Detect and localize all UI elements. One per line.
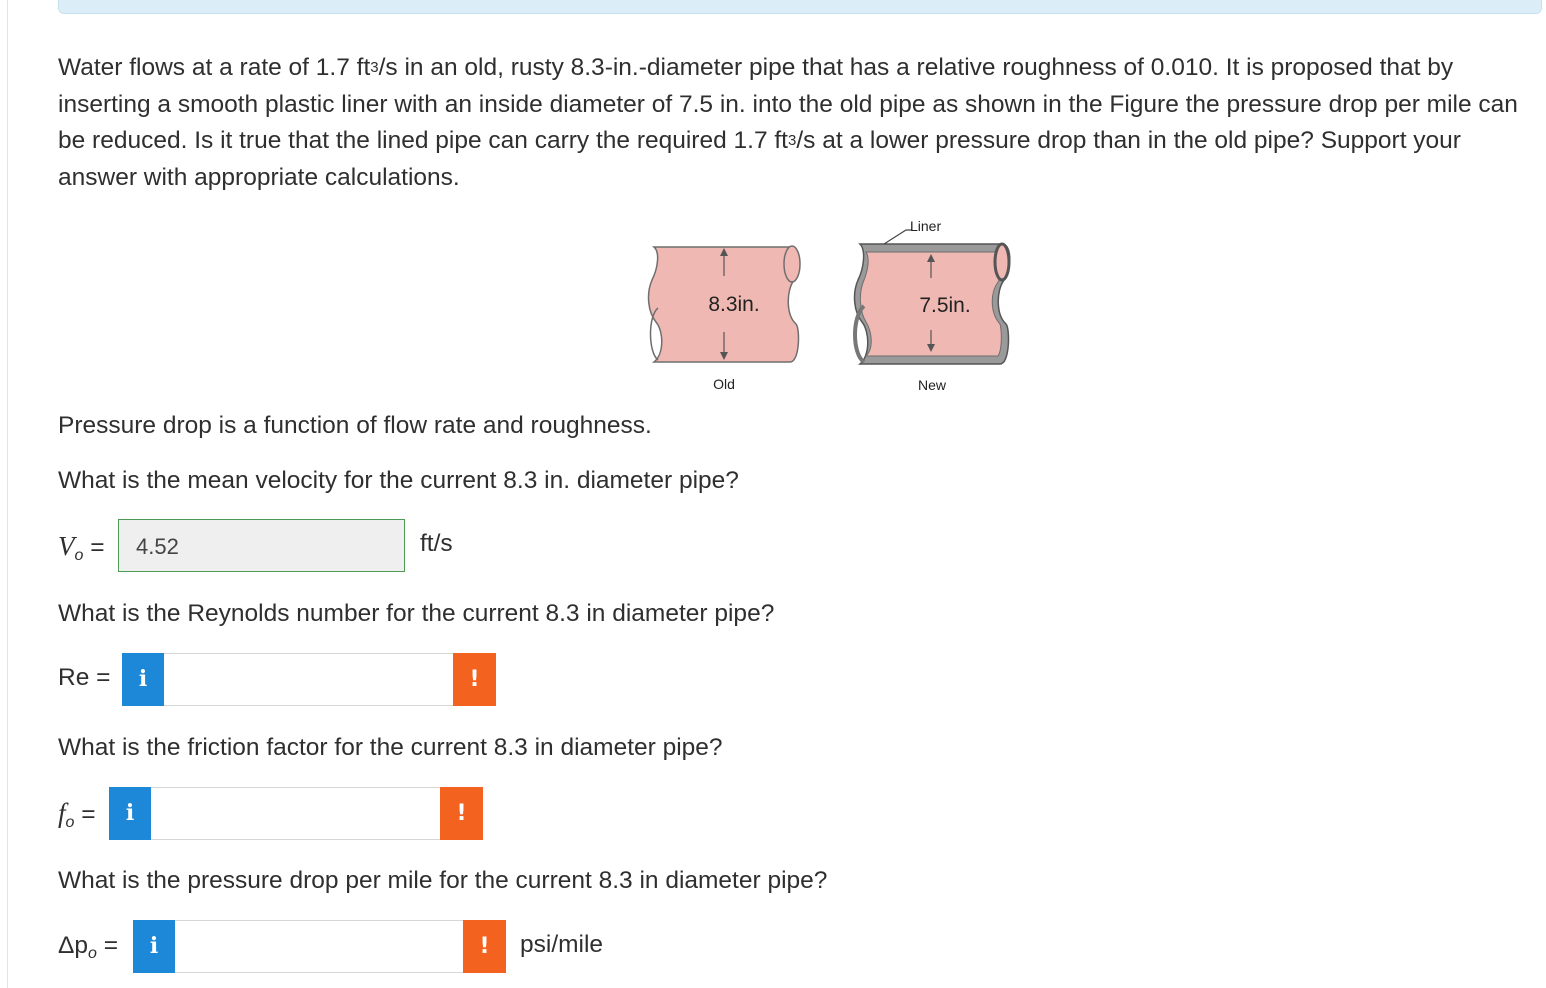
friction-warning-icon[interactable]: !: [440, 787, 483, 840]
velocity-answer-field[interactable]: 4.52: [118, 519, 405, 572]
velocity-question: What is the mean velocity for the current 8.3 in. diameter pipe?: [58, 467, 739, 494]
reynolds-label: Re =: [58, 664, 111, 691]
pressure-label: $\Delta p_o$ =: [58, 932, 119, 962]
pressure-unit: psi/mile: [520, 931, 604, 958]
friction-question: What is the friction factor for the current 8.3 in diameter pipe?: [58, 734, 723, 761]
old-diameter-label: 8.3in.: [708, 293, 760, 316]
old-pipe: [649, 246, 800, 392]
old-caption: Old: [713, 376, 735, 392]
pressure-question: What is the pressure drop per mile for the current 8.3 in diameter pipe?: [58, 867, 828, 894]
liner-label: Liner: [910, 218, 942, 234]
friction-label: $f_o$ =: [58, 798, 96, 831]
hint-text: Pressure drop is a function of flow rate and roughness.: [58, 412, 652, 439]
pressure-warning-icon[interactable]: !: [463, 920, 506, 973]
new-diameter-label: 7.5in.: [919, 294, 971, 317]
velocity-unit: ft/s: [420, 530, 453, 557]
pipe-figure: [640, 214, 1020, 398]
reynolds-warning-icon[interactable]: !: [453, 653, 496, 706]
pressure-info-button[interactable]: i: [133, 920, 175, 973]
velocity-label: $V_o$ =: [58, 531, 105, 564]
pressure-input[interactable]: [175, 920, 463, 973]
new-caption: New: [917, 377, 947, 393]
reynolds-input[interactable]: [164, 653, 453, 706]
problem-statement: Water flows at a rate of 1.7 $ft^3/s$ in an old, rusty 8.3-in.-diameter pipe that has a relative roughness of 0.010. It is proposed that by inserting a smooth plastic liner with an inside diameter of 7.5 in. into the old pipe as shown in the Figure the pressure drop per mile can be reduced. Is it true that the lined pipe can carry the required 1.7 $ft^3/s$ at a lower pressure drop than in the old pipe? Support your answer with appropriate calculations.: [58, 54, 1518, 191]
friction-info-button[interactable]: i: [109, 787, 151, 840]
reynolds-question: What is the Reynolds number for the current 8.3 in diameter pipe?: [58, 600, 775, 627]
reynolds-info-button[interactable]: i: [122, 653, 164, 706]
new-pipe: [855, 218, 1010, 393]
left-divider: [7, 0, 8, 988]
friction-input[interactable]: [151, 787, 440, 840]
top-banner: [58, 0, 1542, 14]
